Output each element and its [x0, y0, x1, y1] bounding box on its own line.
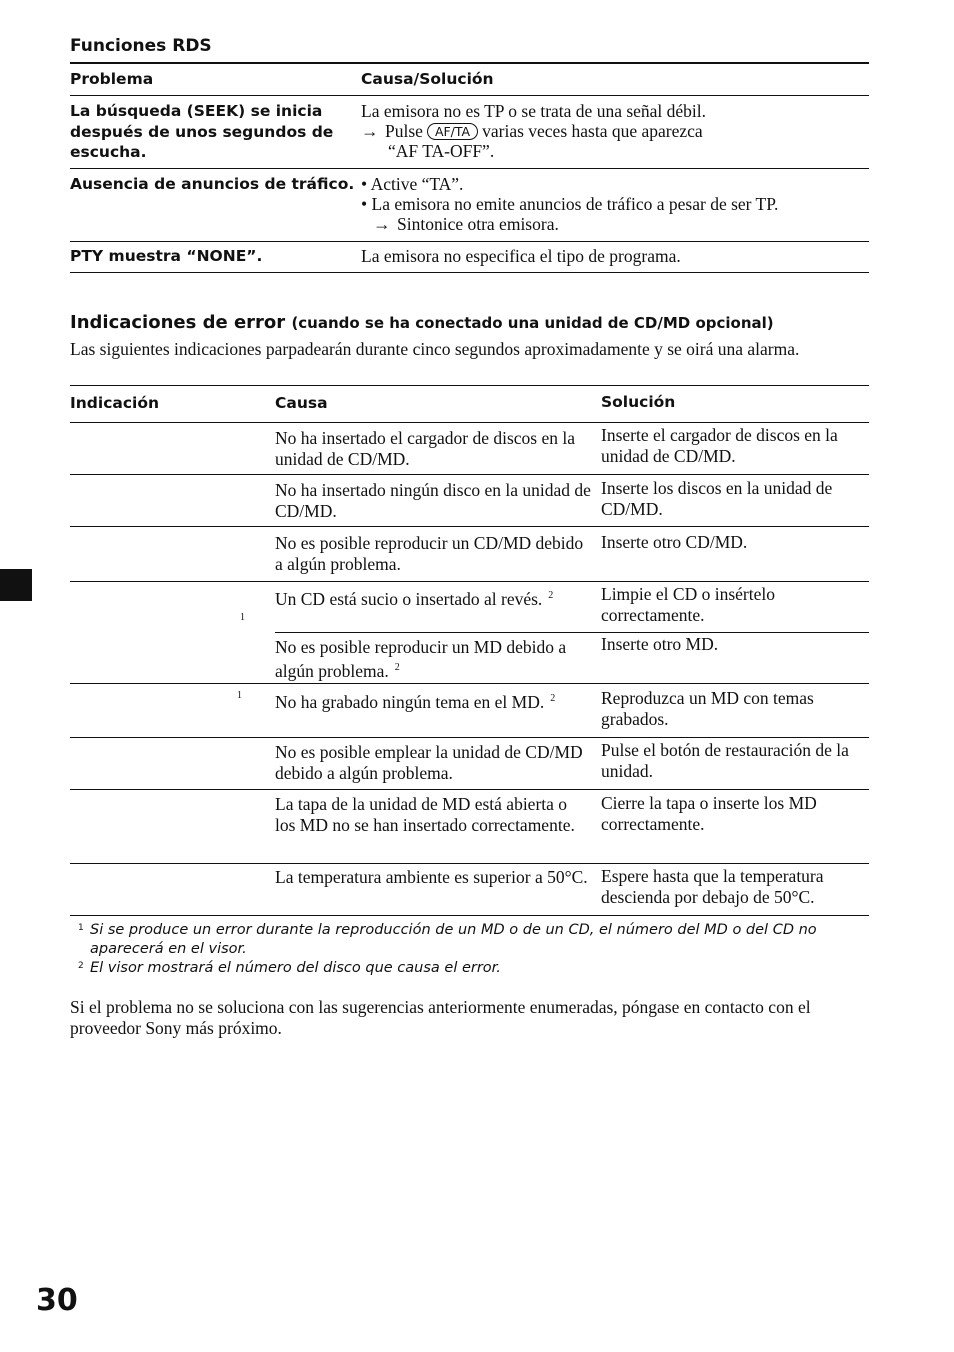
solution-cell: Cierre la tapa o inserte los MD correctamente.: [601, 793, 817, 834]
solution-cell: Inserte el cargador de discos en la unidad de CD/MD.: [601, 425, 838, 466]
header-problem: Problema: [70, 70, 154, 88]
section-title-errors: [70, 312, 774, 333]
errors-subtitle: (cuando se ha conectado una unidad de CD/MD opcional): [291, 314, 774, 332]
table-row: [70, 423, 869, 474]
footnote-marker: 1: [240, 612, 245, 623]
table-row: [70, 475, 869, 526]
page-number: 30: [36, 1283, 78, 1318]
solution-cell: Inserte otro CD/MD.: [601, 532, 748, 552]
footnote-number: 1: [78, 923, 84, 933]
arrow-icon: →: [373, 214, 391, 234]
footnote-text: El visor mostrará el número del disco que causa el error.: [90, 960, 501, 976]
closing-paragraph: Si el problema no se soluciona con las sugerencias anteriormente enumeradas, póngase en contacto con el proveedor Sony más próximo.: [70, 997, 811, 1038]
table-row: [70, 790, 869, 863]
table-row: [70, 582, 869, 632]
pulse-continuation: varias veces hasta que aparezca: [482, 121, 703, 141]
cause-cell: No es posible reproducir un CD/MD debido a algún problema.: [275, 533, 584, 574]
footnote-number: 2: [78, 961, 84, 971]
cause-cell: La temperatura ambiente es superior a 50°C.: [275, 867, 588, 887]
footnote-text: Si se produce un error durante la reproducción de un MD o de un CD, el número del MD o del CD no aparecerá en el visor.: [90, 922, 817, 957]
cause-line: La emisora no es TP o se trata de una señal débil.: [361, 101, 707, 121]
footnotes: [70, 921, 860, 978]
bullet-line-1: [361, 174, 463, 195]
header-solution: Solución: [601, 393, 676, 411]
solution-cell: Pulse el botón de restauración de la unidad.: [601, 740, 849, 781]
solution-line: [373, 214, 559, 235]
footnote: [70, 921, 860, 959]
bullet-text: Active “TA”.: [370, 174, 464, 194]
errors-table: [70, 385, 869, 916]
table-row: [70, 738, 869, 789]
section-tab-marker: [0, 569, 32, 601]
table-bottom-rule: [70, 915, 869, 916]
rds-header-row: [70, 64, 869, 95]
cause-text: Un CD está sucio o insertado al revés.: [275, 589, 543, 609]
errors-header-row: [70, 386, 869, 422]
solution-cell: Limpie el CD o insértelo correctamente.: [601, 584, 775, 625]
table-row: [70, 242, 869, 272]
bullet-icon: •: [361, 194, 368, 214]
rds-table: [70, 62, 869, 273]
table-row: [70, 169, 869, 241]
cause-text: No es posible reproducir un MD debido a algún problema.: [275, 637, 567, 681]
arrow-icon: →: [361, 121, 379, 141]
problem-cell: PTY muestra “NONE”.: [70, 247, 263, 265]
footnote-ref: 2: [550, 693, 556, 704]
errors-title: Indicaciones de error: [70, 312, 286, 333]
problem-cell: La búsqueda (SEEK) se inicia después de unos segundos de escucha.: [70, 102, 334, 161]
cause-cell: No ha insertado ningún disco en la unidad de CD/MD.: [275, 480, 591, 521]
solution-line: [361, 121, 703, 142]
header-cause-solution: Causa/Solución: [361, 70, 494, 88]
solution-text: Sintonice otra emisora.: [397, 214, 559, 234]
header-cause: Causa: [275, 394, 328, 412]
solution-cell: Reproduzca un MD con temas grabados.: [601, 688, 814, 729]
section-title-rds: Funciones RDS: [70, 36, 212, 56]
table-row: [70, 527, 869, 581]
cause-cell: [275, 586, 593, 610]
footnote-ref: 2: [394, 661, 400, 673]
footnote-marker: 1: [237, 690, 242, 701]
cause-cell: [275, 689, 593, 713]
solution-cell: Inserte otro MD.: [601, 634, 719, 654]
cause-cell: [275, 637, 593, 681]
cause-line: La emisora no especifica el tipo de programa.: [361, 246, 681, 266]
cause-cell: No ha insertado el cargador de discos en la unidad de CD/MD.: [275, 428, 575, 469]
bullet-text: La emisora no emite anuncios de tráfico a pesar de ser TP.: [371, 194, 779, 214]
table-row: [70, 96, 869, 168]
solution-line-3: “AF TA-OFF”.: [388, 141, 495, 161]
pulse-text: Pulse: [385, 121, 423, 141]
af-ta-button: AF/TA: [427, 123, 478, 140]
problem-cell: Ausencia de anuncios de tráfico.: [70, 175, 355, 193]
solution-cell: Espere hasta que la temperatura descienda por debajo de 50°C.: [601, 866, 824, 907]
table-row: [70, 633, 869, 683]
cause-cell: No es posible emplear la unidad de CD/MD debido a algún problema.: [275, 742, 583, 783]
footnote-ref: 2: [548, 590, 554, 601]
bullet-icon: •: [361, 174, 368, 194]
solution-cell: Inserte los discos en la unidad de CD/MD.: [601, 478, 833, 519]
footnote: [70, 959, 860, 978]
bullet-line-2: [361, 194, 778, 215]
errors-intro: Las siguientes indicaciones parpadearán durante cinco segundos aproximadamente y se oirá una alarma.: [70, 339, 800, 359]
cause-cell: La tapa de la unidad de MD está abierta o los MD no se han insertado correctamente.: [275, 794, 575, 835]
cause-text: No ha grabado ningún tema en el MD.: [275, 692, 545, 712]
table-bottom-rule: [70, 272, 869, 273]
header-indication: Indicación: [70, 394, 160, 412]
table-row: [70, 684, 869, 737]
table-row: [70, 864, 869, 915]
